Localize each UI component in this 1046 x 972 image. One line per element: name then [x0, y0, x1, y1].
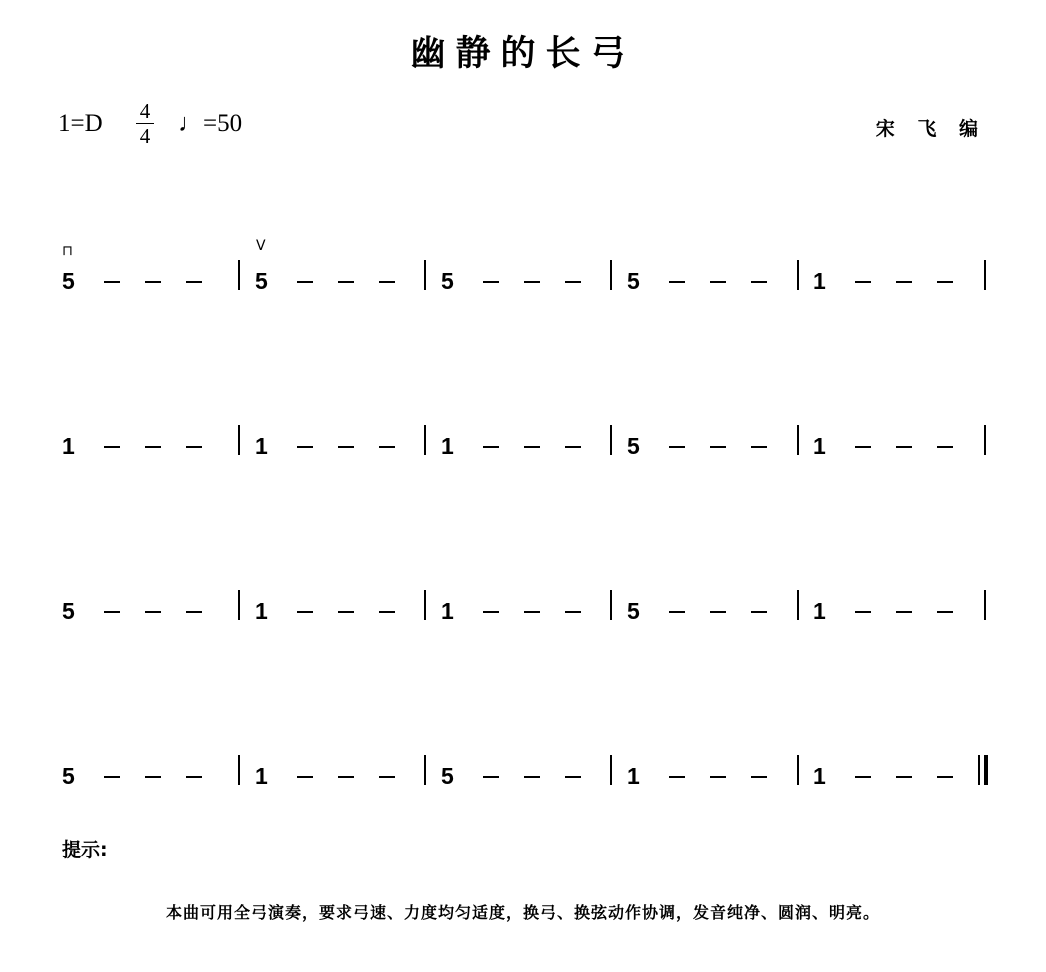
sustain-dash	[338, 776, 354, 778]
sustain-dash	[297, 281, 313, 283]
sustain-dash	[710, 611, 726, 613]
barline	[797, 425, 799, 455]
barline	[424, 590, 426, 620]
tempo-marking: ♩=50	[178, 110, 243, 137]
hint-label: 提示:	[62, 839, 108, 861]
barline	[424, 755, 426, 785]
sustain-dash	[896, 611, 912, 613]
score-row	[0, 590, 1046, 630]
note: 5	[62, 268, 75, 294]
barline	[238, 755, 240, 785]
barline	[238, 260, 240, 290]
sustain-dash	[145, 776, 161, 778]
note: 1	[813, 433, 826, 459]
sustain-dash	[483, 281, 499, 283]
sustain-dash	[669, 446, 685, 448]
barline	[238, 590, 240, 620]
note: 5	[441, 763, 454, 789]
sustain-dash	[297, 611, 313, 613]
sustain-dash	[524, 281, 540, 283]
barline	[610, 590, 612, 620]
sustain-dash	[855, 281, 871, 283]
sustain-dash	[565, 281, 581, 283]
note: 1	[813, 268, 826, 294]
sustain-dash	[186, 281, 202, 283]
barline	[797, 260, 799, 290]
barline	[984, 260, 986, 290]
sustain-dash	[937, 776, 953, 778]
note: 1	[255, 598, 268, 624]
barline	[238, 425, 240, 455]
barline	[984, 425, 986, 455]
final-barline-thin	[978, 755, 980, 785]
sustain-dash	[186, 611, 202, 613]
note: 1	[441, 433, 454, 459]
sustain-dash	[565, 611, 581, 613]
bow-up-mark: V	[256, 238, 266, 254]
note: 5	[255, 268, 268, 294]
note: 5	[627, 268, 640, 294]
sustain-dash	[751, 281, 767, 283]
sustain-dash	[297, 446, 313, 448]
sustain-dash	[855, 446, 871, 448]
sustain-dash	[855, 611, 871, 613]
barline	[610, 755, 612, 785]
sustain-dash	[483, 776, 499, 778]
sustain-dash	[669, 776, 685, 778]
sustain-dash	[145, 281, 161, 283]
note: 5	[627, 433, 640, 459]
note: 1	[255, 763, 268, 789]
barline	[797, 590, 799, 620]
time-signature-top: 4	[139, 99, 151, 123]
sustain-dash	[338, 446, 354, 448]
time-signature-bottom: 4	[139, 124, 151, 148]
sustain-dash	[896, 446, 912, 448]
sustain-dash	[379, 446, 395, 448]
score-row	[0, 425, 1046, 465]
sustain-dash	[710, 776, 726, 778]
sustain-dash	[710, 281, 726, 283]
sustain-dash	[565, 776, 581, 778]
sustain-dash	[751, 446, 767, 448]
sustain-dash	[669, 281, 685, 283]
sustain-dash	[186, 446, 202, 448]
note: 5	[441, 268, 454, 294]
sustain-dash	[751, 776, 767, 778]
note: 1	[62, 433, 75, 459]
sustain-dash	[338, 611, 354, 613]
sustain-dash	[896, 776, 912, 778]
sustain-dash	[483, 611, 499, 613]
sustain-dash	[855, 776, 871, 778]
page-title: 幽静的长弓	[410, 34, 636, 74]
sustain-dash	[937, 446, 953, 448]
score-row	[0, 260, 1046, 300]
barline	[424, 425, 426, 455]
key-signature: 1=D	[58, 110, 103, 137]
sustain-dash	[379, 611, 395, 613]
sustain-dash	[145, 611, 161, 613]
barline	[610, 260, 612, 290]
sustain-dash	[145, 446, 161, 448]
bow-down-mark: ⊓	[62, 243, 73, 259]
note: 1	[813, 763, 826, 789]
note: 5	[62, 598, 75, 624]
barline	[610, 425, 612, 455]
note: 5	[62, 763, 75, 789]
sustain-dash	[669, 611, 685, 613]
sustain-dash	[379, 776, 395, 778]
sustain-dash	[751, 611, 767, 613]
sustain-dash	[896, 281, 912, 283]
note: 1	[255, 433, 268, 459]
sustain-dash	[297, 776, 313, 778]
barline	[424, 260, 426, 290]
sustain-dash	[186, 776, 202, 778]
sustain-dash	[937, 281, 953, 283]
time-signature	[136, 100, 154, 147]
composer: 宋 飞 编	[875, 118, 986, 140]
sustain-dash	[524, 446, 540, 448]
final-barline-thick	[984, 755, 988, 785]
sustain-dash	[104, 776, 120, 778]
sustain-dash	[524, 776, 540, 778]
sustain-dash	[104, 281, 120, 283]
sustain-dash	[379, 281, 395, 283]
note: 1	[441, 598, 454, 624]
sustain-dash	[710, 446, 726, 448]
note: 1	[627, 763, 640, 789]
barline	[797, 755, 799, 785]
score-row	[0, 755, 1046, 795]
note: 5	[627, 598, 640, 624]
barline	[984, 590, 986, 620]
sustain-dash	[104, 446, 120, 448]
sustain-dash	[565, 446, 581, 448]
hint-text: 本曲可用全弓演奏，要求弓速、力度均匀适度，换弓、换弦动作协调，发音纯净、圆润、明亮。	[165, 903, 880, 922]
sustain-dash	[524, 611, 540, 613]
sustain-dash	[483, 446, 499, 448]
note: 1	[813, 598, 826, 624]
sustain-dash	[104, 611, 120, 613]
sustain-dash	[338, 281, 354, 283]
sustain-dash	[937, 611, 953, 613]
